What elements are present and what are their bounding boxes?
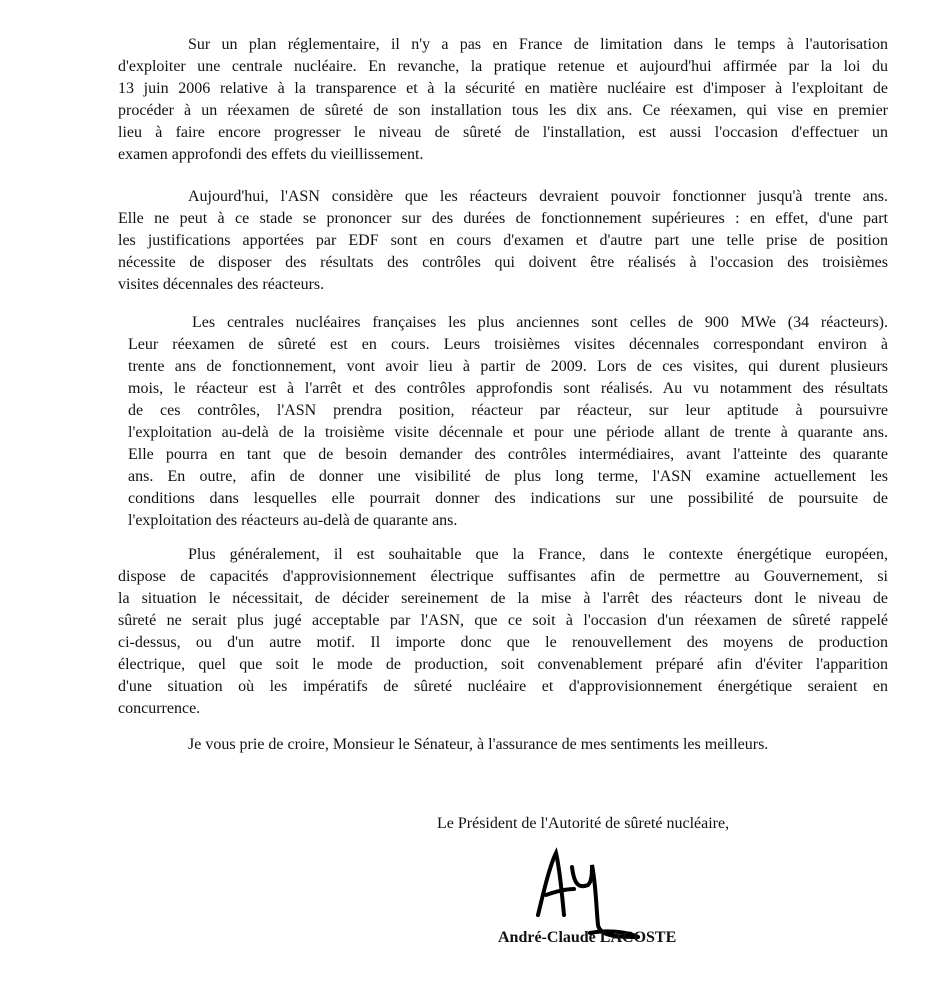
paragraph-2 [118, 186, 888, 296]
text-line: dispose de capacités d'approvisionnement électrique suffisantes afin de permettre au Gouvernement, si [118, 568, 888, 585]
text-line: Les centrales nucléaires françaises les plus anciennes sont celles de 900 MWe (34 réacteurs). [192, 314, 888, 331]
text-line: examen approfondi des effets du vieillissement. [118, 146, 424, 163]
signatory-title: Le Président de l'Autorité de sûreté nucléaire, [437, 815, 730, 832]
text-line: nécessite de disposer des résultats des contrôles qui doivent être réalisés à l'occasion des troisièmes [118, 254, 888, 271]
text-line: électrique, quel que soit le mode de production, soit convenablement préparé afin d'éviter l'apparition [118, 656, 888, 673]
text-line: trente ans de fonctionnement, vont avoir lieu à partir de 2009. Lors de ces visites, qui durent plusieurs [128, 358, 888, 375]
text-line: visites décennales des réacteurs. [118, 276, 325, 293]
paragraph-1 [118, 34, 888, 166]
text-line: mois, le réacteur est à l'arrêt et des contrôles approfondis sont réalisés. Au vu notamment des résultats [128, 380, 888, 397]
text-line: Plus généralement, il est souhaitable que la France, dans le contexte énergétique européen, [188, 546, 888, 563]
text-line: sûreté ne serait plus jugé acceptable par l'ASN, que ce soit à l'occasion d'un réexamen de sûreté rappelé [118, 612, 888, 629]
signatory-name: André-Claude LACOSTE [498, 929, 677, 946]
text-line: conditions dans lesquelles elle pourrait donner des indications sur une possibilité de poursuite de [128, 490, 888, 507]
text-line: d'exploiter une centrale nucléaire. En revanche, la pratique retenue et aujourd'hui affirmée par la loi du [118, 58, 888, 75]
text-line: les justifications apportées par EDF sont en cours d'examen et d'autre part une telle prise de position [118, 232, 888, 249]
text-line: 13 juin 2006 relative à la transparence et à la sécurité en matière nucléaire est d'imposer à l'exploitant de [118, 80, 888, 97]
text-line: de ces contrôles, l'ASN prendra position, réacteur par réacteur, sur leur aptitude à poursuivre [128, 402, 888, 419]
text-line: ans. En outre, afin de donner une visibilité de plus long terme, l'ASN examine actuellement les [128, 468, 888, 485]
text-line: l'exploitation au-delà de la troisième visite décennale et pour une période allant de trente à quarante ans. [128, 424, 888, 441]
paragraph-3 [128, 312, 888, 532]
text-line: Leur réexamen de sûreté est en cours. Leurs troisièmes visites décennales correspondant environ à [128, 336, 888, 353]
text-line: Sur un plan réglementaire, il n'y a pas en France de limitation dans le temps à l'autorisation [188, 36, 888, 53]
paragraph-4 [118, 544, 888, 720]
text-line: Elle ne peut à ce stade se prononcer sur des durées de fonctionnement supérieures : en effet, d'une part [118, 210, 888, 227]
text-line: procéder à un réexamen de sûreté de son installation tous les dix ans. Ce réexamen, qui vise en premier [118, 102, 888, 119]
text-line: la situation le nécessitait, de décider sereinement de la mise à l'arrêt des réacteurs dont le niveau de [118, 590, 888, 607]
text-line: ci-dessus, ou d'un autre motif. Il importe donc que le renouvellement des moyens de production [118, 634, 888, 651]
text-line: Aujourd'hui, l'ASN considère que les réacteurs devraient pouvoir fonctionner jusqu'à trente ans. [188, 188, 888, 205]
closing-formula: Je vous prie de croire, Monsieur le Sénateur, à l'assurance de mes sentiments les meilleurs. [188, 736, 769, 753]
text-line: lieu à faire encore progresser le niveau de sûreté de l'installation, est aussi l'occasion d'effectuer un [118, 124, 888, 141]
text-line: d'une situation où les impératifs de sûreté nucléaire et d'approvisionnement énergétique seraient en [118, 678, 888, 695]
text-line: l'exploitation des réacteurs au-delà de quarante ans. [128, 512, 458, 529]
text-line: concurrence. [118, 700, 201, 717]
text-line: Elle pourra en tant que de besoin demander des contrôles intermédiaires, avant l'atteinte des quarante [128, 446, 888, 463]
